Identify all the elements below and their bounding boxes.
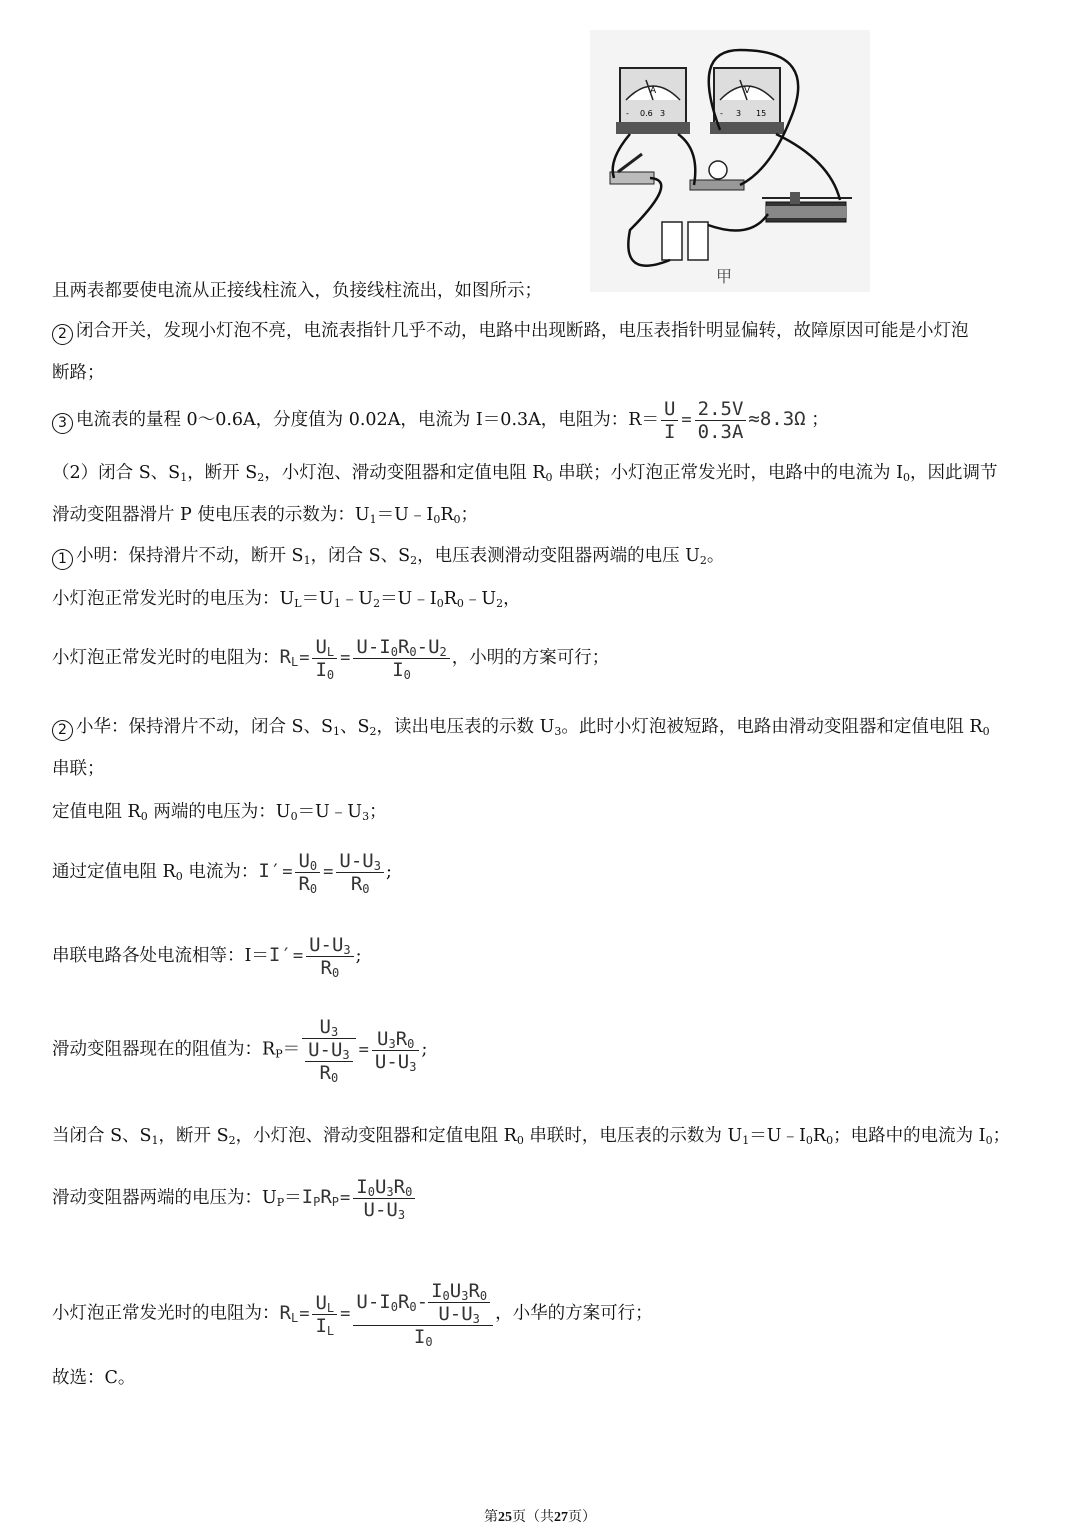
line-9-text: 小灯泡正常发光时的电阻为： xyxy=(52,648,280,668)
voltmeter-tick-2: 3 xyxy=(736,109,742,118)
text-line-19 xyxy=(52,1367,135,1389)
line-16-text: 当闭合 S、S xyxy=(52,1126,152,1146)
footer-suffix: 页） xyxy=(568,1510,596,1525)
page-footer xyxy=(0,1506,1080,1526)
text-line-13: 通过定值电阻 $R_0$ 电流为：I′= $\frac{U_0}{R_0}$ = $\frac{U-U_3}{R_0}$ ; xyxy=(52,850,392,896)
line-17-text: 滑动变阻器两端的电压为：U xyxy=(52,1188,277,1208)
figure-caption: 甲 xyxy=(716,267,733,286)
formula-ul-il: $\frac{U_L}{I_L}$ xyxy=(312,1292,337,1337)
line-6-text: 滑动变阻器滑片 P 使电压表的示数为：U xyxy=(52,505,370,525)
voltmeter-tick-3: 15 xyxy=(756,109,767,118)
formula-xiaohua: $U-I_0R_0-$ $\frac{I_0U_3R_0}{U-U_3}$ $I_0$ xyxy=(353,1280,493,1348)
formula-uu3-r0: $\frac{U-U_3}{R_0}$ xyxy=(336,850,384,895)
line-11-text: 串联； xyxy=(52,759,105,779)
line-7-text: 小明：保持滑片不动，断开 S xyxy=(76,546,304,566)
circled-number: 1 xyxy=(52,549,73,570)
text-line-5: （2）闭合 S、$S_1$，断开 $S_2$，小灯泡、滑动变阻器和定值电阻 $R_0$ 串联；小灯泡正常发光时，电路中的电流为 $I_0$，因此调节 xyxy=(52,463,998,484)
text-line-1 xyxy=(52,280,542,302)
formula-r-ui: $\frac{U}{I}$ xyxy=(661,398,678,443)
ammeter-tick-2: 0.6 xyxy=(640,109,653,118)
line-2-text: 闭合开关，发现小灯泡不亮，电流表指针几乎不动，电路中出现断路，电压表指针明显偏转，故障原因可能是小灯泡 xyxy=(76,321,969,341)
text-line-3 xyxy=(52,362,105,384)
text-line-8: 小灯泡正常发光时的电压为：$U_L=U_1﹣U_2=U﹣I_0R_0﹣U_2$， xyxy=(52,589,521,610)
total-pages: 27 xyxy=(554,1510,568,1525)
voltmeter-tick-1: - xyxy=(720,109,723,118)
line-1-text: 且两表都要使电流从正接线柱流入，负接线柱流出，如图所示； xyxy=(52,281,542,301)
page-number: 25 xyxy=(498,1510,512,1525)
line-19-text: 故选：C。 xyxy=(52,1368,136,1388)
line-13-text: 通过定值电阻 R xyxy=(52,862,176,882)
line-12-text: 定值电阻 R xyxy=(52,802,141,822)
footer-prefix: 第 xyxy=(484,1510,498,1525)
ammeter-tick-3: 3 xyxy=(660,109,666,118)
formula-ul-i0: $\frac{U_L}{I_0}$ xyxy=(312,636,337,681)
text-line-2 xyxy=(52,320,969,345)
line-5-text: （2）闭合 S、S xyxy=(52,463,181,483)
text-line-7: 1 小明：保持滑片不动，断开 $S_1$，闭合 S、$S_2$，电压表测滑动变阻器两端的电压 $U_2$。 xyxy=(52,545,724,570)
formula-rp-nested: $\frac{U_3}{\frac{U-U_3}{R_0}}$ xyxy=(302,1016,356,1084)
ammeter-tick-1: - xyxy=(626,109,629,118)
text-line-11 xyxy=(52,758,105,780)
text-line-16: 当闭合 S、$S_1$，断开 $S_2$，小灯泡、滑动变阻器和定值电阻 $R_0$ 串联时，电压表的示数为 $U_1=U﹣I_0R_0$；电路中的电流为 $I_0$； xyxy=(52,1126,1011,1147)
text-line-4: 3 电流表的量程 0～0.6A，分度值为 0.02A，电流为 I＝0.3A，电阻为：R＝ $\frac{U}{I}$ = $\frac{2.5V}{0.3A}$ ≈8.3Ω ； xyxy=(52,398,829,443)
circled-number: 2 xyxy=(52,720,73,741)
ammeter xyxy=(616,68,690,134)
line-14-text: 串联电路各处电流相等：I＝ xyxy=(52,946,269,966)
line-3-text: 断路； xyxy=(52,363,105,383)
text-line-14: 串联电路各处电流相等：I＝I′= $\frac{U-U_3}{R_0}$ ; xyxy=(52,934,362,980)
text-line-12: 定值电阻 $R_0$ 两端的电压为：$U_0=U﹣U_3$； xyxy=(52,802,387,823)
text-line-9: 小灯泡正常发光时的电阻为：$R_L=$ $\frac{U_L}{I_0}$ = $\frac{U-I_0R_0-U_2}{I_0}$ ，小明的方案可行； xyxy=(52,636,610,682)
voltmeter-face-label: V xyxy=(744,86,751,96)
text-line-18: 小灯泡正常发光时的电阻为：$R_L=$ $\frac{U_L}{I_L}$ = $U-I_0R_0-$ $\frac{I_0U_3R_0}{U-U_3}$ $I_0$ ，小华的方案可行； xyxy=(52,1280,653,1349)
voltmeter xyxy=(710,68,784,134)
line-18-text: 小灯泡正常发光时的电阻为： xyxy=(52,1303,280,1324)
line-4-text: 电流表的量程 0～0.6A，分度值为 0.02A，电流为 I＝0.3A，电阻为：R＝ xyxy=(76,410,659,430)
formula-xiaoming: $\frac{U-I_0R_0-U_2}{I_0}$ xyxy=(353,636,449,681)
line-8-text: 小灯泡正常发光时的电压为：U xyxy=(52,589,295,609)
text-line-15: 滑动变阻器现在的阻值为：$R_P=$ $\frac{U_3}{\frac{U-U_3}{R_0}}$ = $\frac{U_3R_0}{U-U_3}$ ; xyxy=(52,1016,428,1085)
formula-u0-r0: $\frac{U_0}{R_0}$ xyxy=(295,850,320,895)
formula-rp: $\frac{U_3R_0}{U-U_3}$ xyxy=(372,1028,420,1073)
circled-number: 2 xyxy=(52,324,73,345)
ammeter-face-label: A xyxy=(650,86,657,96)
circuit-figure xyxy=(590,30,870,292)
formula-r-values: $\frac{2.5V}{0.3A}$ xyxy=(695,398,747,443)
footer-mid: 页（共 xyxy=(512,1510,554,1525)
text-line-6: 滑动变阻器滑片 P 使电压表的示数为：$U_1=U﹣I_0R_0$； xyxy=(52,505,479,526)
formula-up: $\frac{I_0U_3R_0}{U-U_3}$ xyxy=(353,1176,415,1221)
text-line-17: 滑动变阻器两端的电压为：$U_P=I_PR_P=$ $\frac{I_0U_3R_0}{U-U_3}$ xyxy=(52,1176,417,1221)
text-line-10: 2 小华：保持滑片不动，闭合 S、$S_1$、$S_2$，读出电压表的示数 $U_3$。此时小灯泡被短路，电路由滑动变阻器和定值电阻 $R_0$ xyxy=(52,716,990,741)
line-15-text: 滑动变阻器现在的阻值为：R xyxy=(52,1039,276,1060)
line-10-text: 小华：保持滑片不动，闭合 S、S xyxy=(76,717,334,737)
circled-number: 3 xyxy=(52,413,73,434)
formula-current: $\frac{U-U_3}{R_0}$ xyxy=(306,934,354,979)
